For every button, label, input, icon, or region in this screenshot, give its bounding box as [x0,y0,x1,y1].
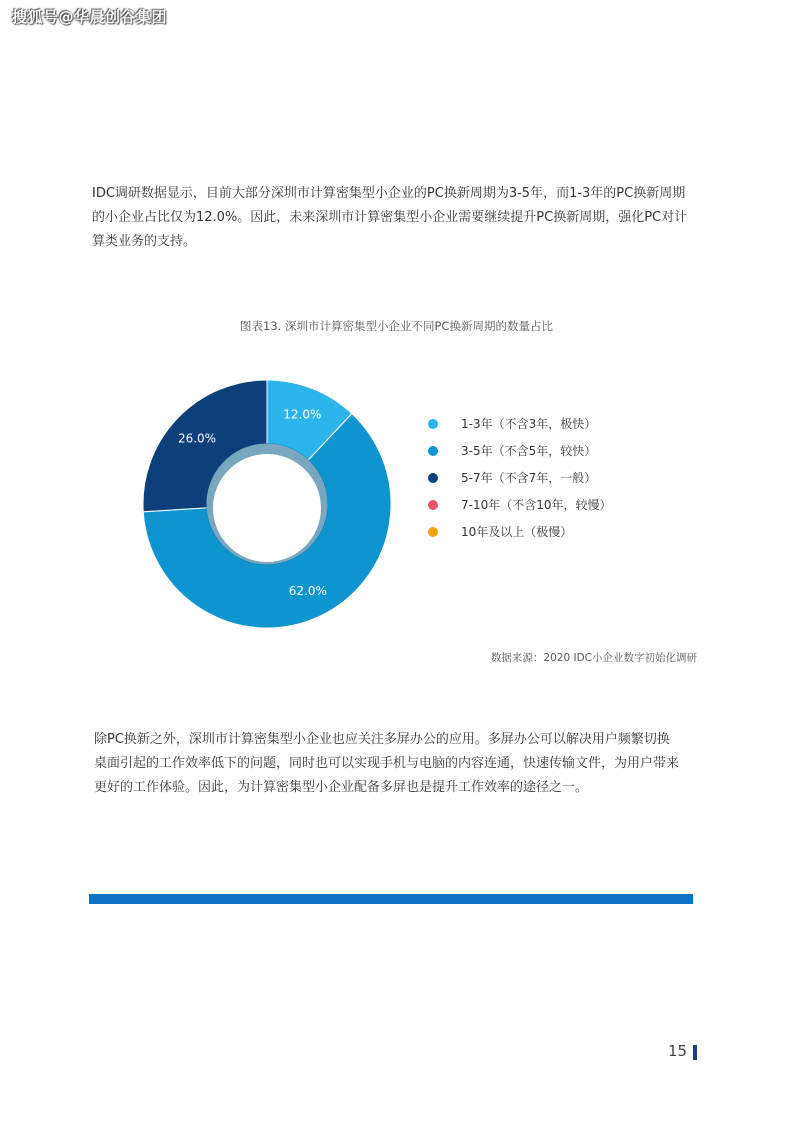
legend-item-2 [428,437,612,464]
donut-hole [213,454,321,562]
legend-label: 10年及以上（极慢） [461,525,573,539]
slice-data-label-2: 62.0% [288,583,327,598]
section-divider-bar [89,894,693,904]
legend-label: 5-7年（不含7年，一般） [461,471,597,485]
legend-label: 1-3年（不含3年，极快） [461,417,597,431]
legend-swatch-icon [428,419,438,429]
data-source: 数据来源：2020 IDC小企业数字初始化调研 [490,652,697,664]
paragraph-line: 的小企业占比仅为12.0%。因此，未来深圳市计算密集型小企业需要继续提升PC换新周期，强化PC对计 [92,210,688,225]
legend-item-3 [428,464,612,491]
paragraph-line: 算类业务的支持。 [92,234,197,249]
slice-data-label-1: 12.0% [283,407,322,422]
legend-item-5 [428,518,612,545]
paragraph-line: IDC调研数据显示，目前大部分深圳市计算密集型小企业的PC换新周期为3-5年，而1-3年的PC换新周期 [92,186,686,201]
legend-item-1 [428,410,612,437]
donut-chart [140,377,394,631]
chart-legend [428,410,612,545]
legend-swatch-icon [428,500,438,510]
legend-swatch-icon [428,446,438,456]
legend-label: 3-5年（不含5年，较快） [461,444,597,458]
watermark: 搜狐号@华晨创谷集团 [12,8,168,26]
paragraph-line: 桌面引起的工作效率低下的问题，同时也可以实现手机与电脑的内容连通，快速传输文件，为用户带来 [94,756,680,771]
page-number-marker [693,1045,697,1060]
slice-data-label-3: 26.0% [177,431,217,446]
legend-swatch-icon [428,473,438,483]
multiscreen-paragraph [94,728,704,800]
legend-label: 7-10年（不含10年，较慢） [461,498,612,512]
chart-title: 图表13. 深圳市计算密集型小企业不同PC换新周期的数量占比 [240,319,553,333]
paragraph-line: 除PC换新之外，深圳市计算密集型小企业也应关注多屏办公的应用。多屏办公可以解决用户频繁切换 [94,732,670,747]
legend-item-4 [428,491,612,518]
paragraph-line: 更好的工作体验。因此，为计算密集型小企业配备多屏也是提升工作效率的途径之一。 [94,780,589,795]
intro-paragraph [92,182,702,254]
legend-swatch-icon [428,527,438,537]
page-number: 15 [668,1042,688,1060]
